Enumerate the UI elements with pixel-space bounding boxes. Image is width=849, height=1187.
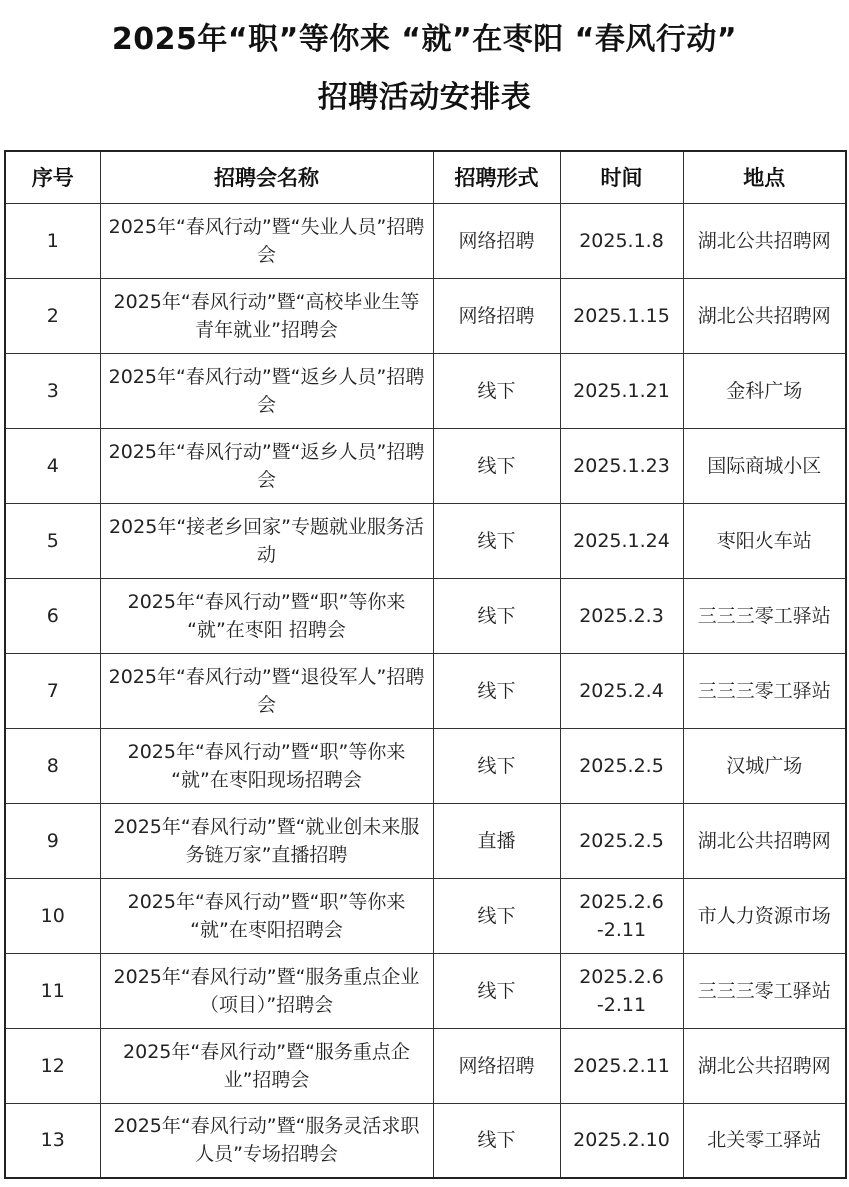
cell-no: 6	[5, 578, 100, 653]
cell-time: 2025.2.11	[560, 1028, 683, 1103]
header-no: 序号	[5, 151, 100, 203]
page-subtitle: 招聘活动安排表	[317, 80, 532, 115]
cell-form: 网络招聘	[433, 203, 560, 278]
table-row	[5, 728, 846, 803]
cell-no: 13	[5, 1103, 100, 1178]
cell-name: 2025年“接老乡回家”专题就业服务活动	[100, 503, 433, 578]
cell-place: 三三三零工驿站	[683, 953, 846, 1028]
cell-form: 线下	[433, 1103, 560, 1178]
cell-place: 湖北公共招聘网	[683, 1028, 846, 1103]
cell-time: 2025.2.6 -2.11	[560, 878, 683, 953]
cell-no: 9	[5, 803, 100, 878]
schedule-table	[4, 150, 847, 1179]
header-name: 招聘会名称	[100, 151, 433, 203]
cell-time: 2025.2.5	[560, 728, 683, 803]
table-row	[5, 503, 846, 578]
cell-place: 枣阳火车站	[683, 503, 846, 578]
cell-name: 2025年“春风行动”暨“服务灵活求职人员”专场招聘会	[100, 1103, 433, 1178]
cell-no: 7	[5, 653, 100, 728]
cell-form: 线下	[433, 953, 560, 1028]
cell-place: 湖北公共招聘网	[683, 803, 846, 878]
cell-form: 线下	[433, 578, 560, 653]
cell-form: 线下	[433, 353, 560, 428]
cell-time: 2025.2.3	[560, 578, 683, 653]
cell-time: 2025.1.24	[560, 503, 683, 578]
schedule-table-container	[4, 150, 845, 1179]
cell-name: 2025年“春风行动”暨“服务重点企业（项目）”招聘会	[100, 953, 433, 1028]
cell-time: 2025.2.5	[560, 803, 683, 878]
cell-time: 2025.1.15	[560, 278, 683, 353]
cell-place: 金科广场	[683, 353, 846, 428]
cell-place: 汉城广场	[683, 728, 846, 803]
cell-no: 11	[5, 953, 100, 1028]
cell-name: 2025年“春风行动”暨“职”等你来 “就”在枣阳招聘会	[100, 878, 433, 953]
table-row	[5, 278, 846, 353]
page-title: 2025年“职”等你来 “就”在枣阳 “春风行动”	[111, 22, 738, 57]
cell-form: 直播	[433, 803, 560, 878]
cell-form: 网络招聘	[433, 1028, 560, 1103]
cell-no: 12	[5, 1028, 100, 1103]
cell-place: 三三三零工驿站	[683, 578, 846, 653]
table-row	[5, 428, 846, 503]
cell-form: 网络招聘	[433, 278, 560, 353]
cell-name: 2025年“春风行动”暨“服务重点企业”招聘会	[100, 1028, 433, 1103]
table-row	[5, 1103, 846, 1178]
cell-time: 2025.2.6 -2.11	[560, 953, 683, 1028]
table-row	[5, 653, 846, 728]
cell-name: 2025年“春风行动”暨“退役军人”招聘会	[100, 653, 433, 728]
table-row	[5, 203, 846, 278]
cell-place: 国际商城小区	[683, 428, 846, 503]
cell-time: 2025.1.23	[560, 428, 683, 503]
table-row	[5, 878, 846, 953]
cell-form: 线下	[433, 728, 560, 803]
cell-time: 2025.1.8	[560, 203, 683, 278]
table-header	[5, 151, 846, 203]
cell-time: 2025.2.4	[560, 653, 683, 728]
cell-no: 8	[5, 728, 100, 803]
cell-time: 2025.1.21	[560, 353, 683, 428]
cell-name: 2025年“春风行动”暨“职”等你来 “就”在枣阳现场招聘会	[100, 728, 433, 803]
table-body	[5, 203, 846, 1178]
header-time: 时间	[560, 151, 683, 203]
cell-name: 2025年“春风行动”暨“返乡人员”招聘会	[100, 353, 433, 428]
table-row	[5, 953, 846, 1028]
cell-form: 线下	[433, 653, 560, 728]
cell-name: 2025年“春风行动”暨“高校毕业生等青年就业”招聘会	[100, 278, 433, 353]
header-place: 地点	[683, 151, 846, 203]
cell-no: 1	[5, 203, 100, 278]
cell-place: 湖北公共招聘网	[683, 278, 846, 353]
cell-name: 2025年“春风行动”暨“职”等你来 “就”在枣阳 招聘会	[100, 578, 433, 653]
cell-place: 三三三零工驿站	[683, 653, 846, 728]
cell-no: 3	[5, 353, 100, 428]
cell-form: 线下	[433, 428, 560, 503]
cell-place: 湖北公共招聘网	[683, 203, 846, 278]
header-row	[5, 151, 846, 203]
cell-no: 10	[5, 878, 100, 953]
cell-name: 2025年“春风行动”暨“就业创未来服务链万家”直播招聘	[100, 803, 433, 878]
table-row	[5, 1028, 846, 1103]
cell-form: 线下	[433, 503, 560, 578]
cell-place: 市人力资源市场	[683, 878, 846, 953]
table-row	[5, 353, 846, 428]
cell-no: 4	[5, 428, 100, 503]
header-form: 招聘形式	[433, 151, 560, 203]
table-row	[5, 803, 846, 878]
cell-form: 线下	[433, 878, 560, 953]
cell-no: 2	[5, 278, 100, 353]
cell-name: 2025年“春风行动”暨“失业人员”招聘会	[100, 203, 433, 278]
cell-place: 北关零工驿站	[683, 1103, 846, 1178]
cell-no: 5	[5, 503, 100, 578]
cell-time: 2025.2.10	[560, 1103, 683, 1178]
table-row	[5, 578, 846, 653]
cell-name: 2025年“春风行动”暨“返乡人员”招聘会	[100, 428, 433, 503]
